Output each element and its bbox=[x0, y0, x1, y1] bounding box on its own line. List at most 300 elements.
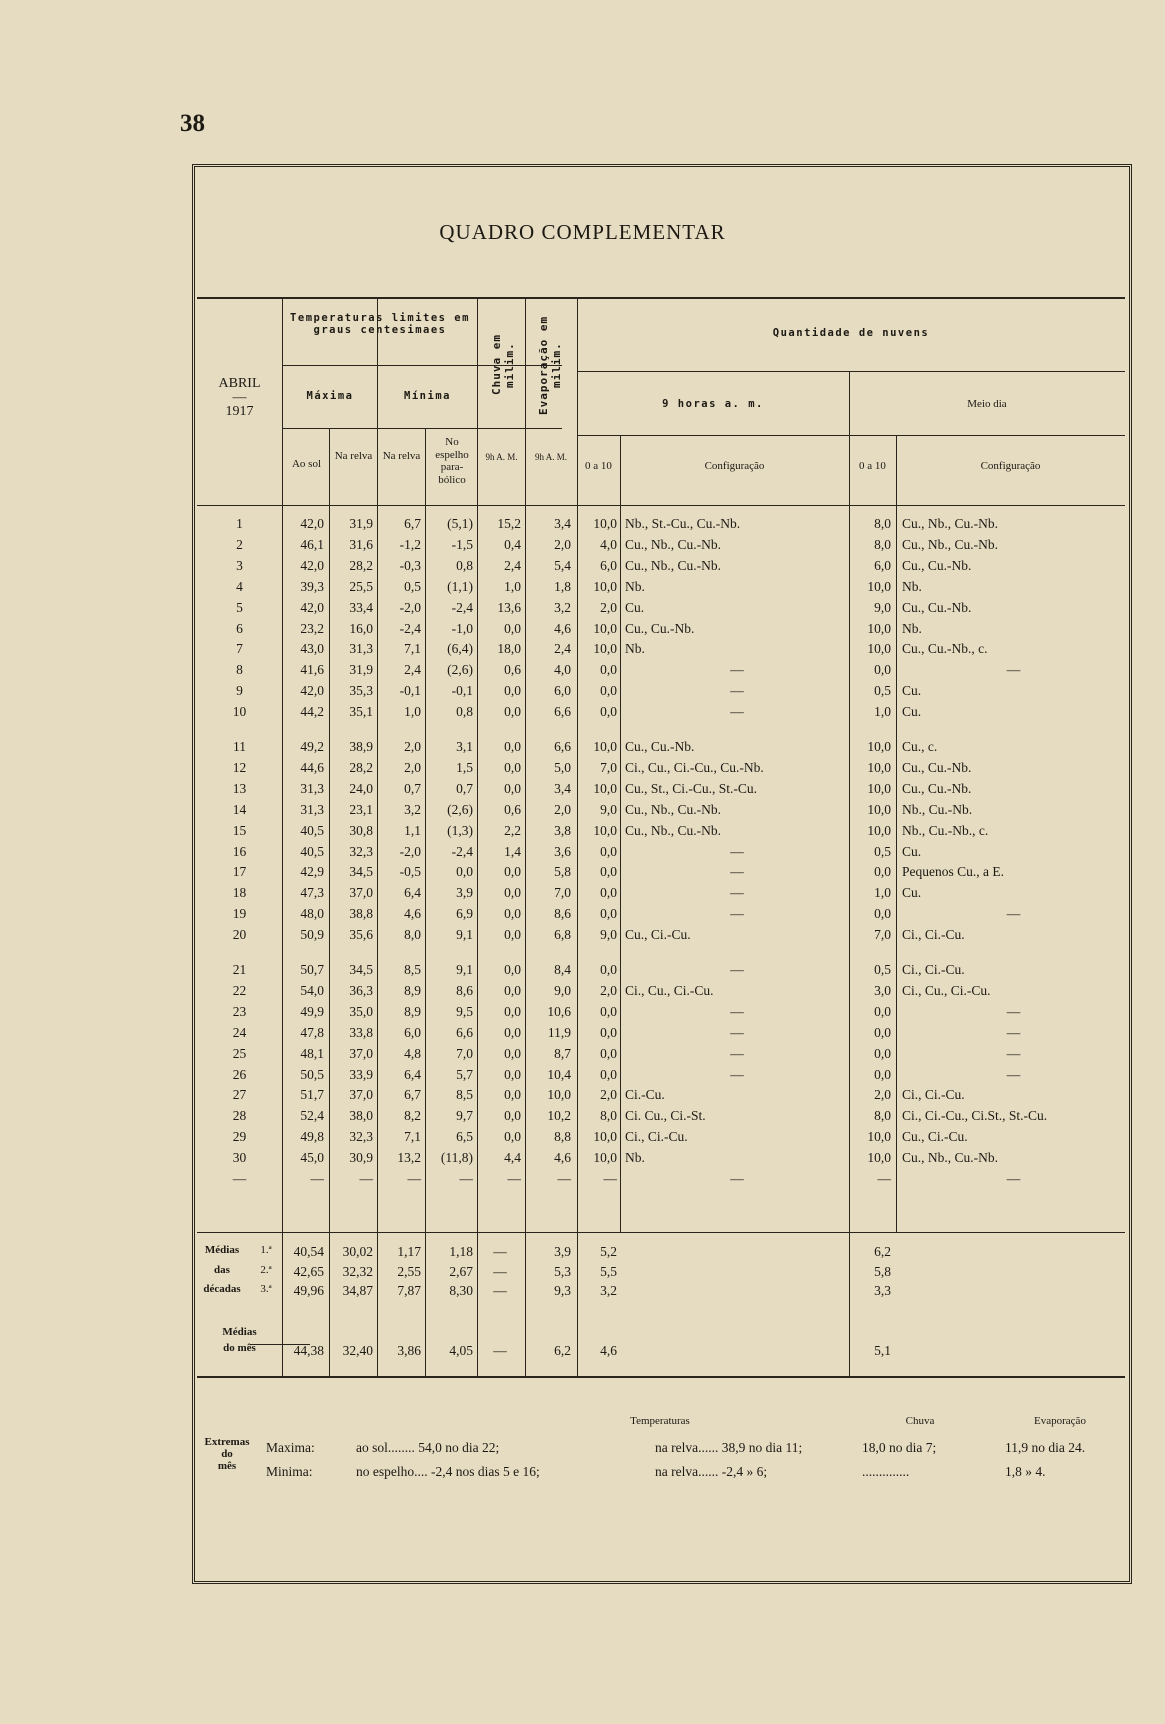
cell-col-8: — bbox=[730, 662, 744, 678]
medias-cell-4: — bbox=[493, 1263, 507, 1279]
cell-col-5: 13,6 bbox=[497, 599, 521, 615]
cell-col-2: 36,3 bbox=[349, 982, 373, 998]
cell-col-4: 8,5 bbox=[456, 1087, 473, 1103]
cell-col-0: 29 bbox=[232, 1129, 247, 1145]
cell-col-1: 42,0 bbox=[300, 516, 324, 531]
cell-col-2: 35,6 bbox=[349, 927, 373, 943]
cell-col-0: 15 bbox=[232, 822, 247, 838]
cell-col-3: -2,4 bbox=[399, 620, 421, 636]
cell-col-9: 0,0 bbox=[874, 1045, 891, 1061]
cell-col-10: Nb. bbox=[902, 620, 922, 636]
cell-col-0: 14 bbox=[232, 801, 247, 817]
cell-col-0: 13 bbox=[232, 780, 247, 796]
cell-col-3: 13,2 bbox=[397, 1150, 421, 1166]
cell-col-4: (5,1) bbox=[447, 516, 473, 531]
cell-col-3: 6,7 bbox=[404, 516, 421, 531]
cell-col-7: 2,0 bbox=[600, 1087, 617, 1103]
cell-col-10: Ci., Ci.-Cu. bbox=[902, 962, 965, 977]
cell-col-9: 0,5 bbox=[874, 843, 891, 859]
cell-col-9: 8,0 bbox=[874, 1108, 891, 1124]
cell-col-6: 3,6 bbox=[554, 843, 571, 859]
cell-col-9: 10,0 bbox=[867, 759, 891, 775]
cell-col-10: Ci., Ci.-Cu. bbox=[902, 927, 965, 943]
cell-col-0: 11 bbox=[233, 739, 246, 754]
cell-col-1: — bbox=[310, 1171, 324, 1186]
cell-col-8: — bbox=[730, 885, 744, 901]
extremas-minima: Minima: bbox=[266, 1464, 313, 1479]
cell-col-1: 49,8 bbox=[300, 1129, 324, 1145]
year-label: 1917 bbox=[225, 404, 254, 419]
cell-col-5: 0,0 bbox=[504, 1024, 521, 1040]
cell-col-4: — bbox=[459, 1171, 473, 1186]
cell-col-8: — bbox=[730, 1045, 744, 1061]
cell-col-5: 0,0 bbox=[504, 739, 521, 754]
cell-col-0: 21 bbox=[232, 962, 247, 977]
cell-col-9: 10,0 bbox=[867, 801, 891, 817]
cell-col-10: Cu. bbox=[902, 683, 922, 699]
cell-col-3: -0,3 bbox=[399, 557, 421, 573]
decada-3: 3.ª bbox=[260, 1283, 272, 1295]
max-relva: na relva...... 38,9 no dia 11; bbox=[655, 1440, 803, 1455]
cell-col-2: 16,0 bbox=[349, 620, 373, 636]
cell-col-0: 22 bbox=[232, 982, 247, 998]
cell-col-4: 8,6 bbox=[456, 982, 473, 998]
cell-col-2: 35,0 bbox=[349, 1003, 373, 1019]
medias-cell-5: 5,3 bbox=[554, 1263, 571, 1279]
cell-col-1: 44,6 bbox=[300, 759, 324, 775]
cell-col-7: 0,0 bbox=[600, 843, 617, 859]
extremas-evap-header: Evaporação bbox=[1034, 1415, 1086, 1427]
cell-col-6: 5,8 bbox=[554, 864, 571, 880]
cell-col-4: 0,7 bbox=[456, 780, 473, 796]
cell-col-10: Pequenos Cu., a E. bbox=[902, 864, 1004, 880]
extremas-do-label: do bbox=[221, 1448, 233, 1460]
cell-col-4: (11,8) bbox=[440, 1150, 473, 1166]
cell-col-3: — bbox=[407, 1171, 421, 1186]
cell-col-3: 1,1 bbox=[404, 822, 421, 838]
medias-cell-0: 40,54 bbox=[293, 1244, 324, 1259]
maxima-header: Máxima bbox=[306, 390, 354, 402]
cell-col-2: 31,3 bbox=[349, 641, 373, 657]
cell-col-5: 1,0 bbox=[504, 578, 521, 594]
cell-col-3: -0,1 bbox=[399, 683, 421, 699]
cell-col-4: 9,7 bbox=[456, 1108, 473, 1124]
cell-col-7: 0,0 bbox=[600, 962, 617, 977]
cell-col-8: — bbox=[730, 1171, 744, 1186]
cell-col-8: Cu., Cu.-Nb. bbox=[625, 739, 695, 754]
cell-col-9: 10,0 bbox=[867, 1150, 891, 1166]
cell-col-9: 2,0 bbox=[874, 1087, 891, 1103]
cell-col-0: 18 bbox=[232, 885, 247, 901]
cell-col-2: 33,4 bbox=[349, 599, 373, 615]
cell-col-9: 8,0 bbox=[874, 536, 891, 552]
cell-col-3: 1,0 bbox=[404, 704, 421, 720]
medias-cell-4: — bbox=[493, 1244, 507, 1259]
cell-col-7: 9,0 bbox=[600, 801, 617, 817]
cell-col-0: 9 bbox=[236, 683, 243, 699]
cell-col-0: 23 bbox=[232, 1003, 247, 1019]
cell-col-10: — bbox=[1006, 1045, 1021, 1061]
cell-col-6: 2,0 bbox=[554, 801, 571, 817]
cell-col-2: 30,9 bbox=[349, 1150, 373, 1166]
medias-cell-2: 2,55 bbox=[397, 1263, 421, 1279]
cell-col-1: 48,1 bbox=[300, 1045, 324, 1061]
table-title: QUADRO COMPLEMENTAR bbox=[439, 220, 726, 244]
cell-col-10: Cu., Cu.-Nb. bbox=[902, 759, 972, 775]
cell-col-4: -1,5 bbox=[451, 536, 473, 552]
cell-col-2: 30,8 bbox=[349, 822, 373, 838]
cell-col-8: Cu., St., Ci.-Cu., St.-Cu. bbox=[625, 780, 758, 796]
cell-col-3: 7,1 bbox=[404, 641, 421, 657]
cell-col-2: — bbox=[359, 1171, 373, 1186]
cell-col-5: 0,0 bbox=[504, 1108, 521, 1124]
na-relva-max-header: Na relva bbox=[334, 450, 373, 462]
cell-col-2: 25,5 bbox=[349, 578, 373, 594]
cell-col-9: 0,0 bbox=[874, 662, 891, 678]
cell-col-3: -0,5 bbox=[399, 864, 421, 880]
chuva-header: Chuva em milim. bbox=[490, 334, 516, 396]
nove-horas-header: 9 horas a. m. bbox=[662, 398, 764, 410]
cell-col-6: 11,9 bbox=[547, 1024, 571, 1040]
cell-col-1: 49,9 bbox=[300, 1003, 324, 1019]
cell-col-5: 4,4 bbox=[504, 1150, 521, 1166]
cell-col-0: 20 bbox=[232, 927, 247, 943]
cell-col-5: — bbox=[507, 1171, 521, 1186]
cell-col-7: 10,0 bbox=[593, 739, 617, 754]
cell-col-9: 0,0 bbox=[874, 1066, 891, 1082]
cell-col-10: Ci., Ci.-Cu. bbox=[902, 1087, 965, 1103]
cell-col-4: -1,0 bbox=[451, 620, 473, 636]
max-evap: 11,9 no dia 24. bbox=[1005, 1440, 1086, 1455]
cell-col-4: 6,9 bbox=[456, 906, 473, 922]
cell-col-10: Cu., Cu.-Nb., c. bbox=[902, 641, 988, 657]
cell-col-8: Nb. bbox=[625, 641, 645, 657]
cell-col-6: 6,8 bbox=[554, 927, 571, 943]
cell-col-1: 40,5 bbox=[300, 822, 324, 838]
cell-col-1: 51,7 bbox=[300, 1087, 324, 1103]
cell-col-7: 7,0 bbox=[600, 759, 617, 775]
cell-col-5: 0,0 bbox=[504, 683, 521, 699]
cell-col-4: 5,7 bbox=[456, 1066, 473, 1082]
cell-col-2: 28,2 bbox=[349, 557, 373, 573]
cell-col-0: — bbox=[232, 1171, 247, 1186]
cell-col-7: 10,0 bbox=[593, 1150, 617, 1166]
extremas-maxima: Maxima: bbox=[266, 1440, 315, 1455]
header-dash: — bbox=[232, 390, 247, 405]
cell-col-4: -0,1 bbox=[451, 683, 473, 699]
cell-col-10: Cu., Nb., Cu.-Nb. bbox=[902, 536, 999, 552]
cell-col-8: Cu. bbox=[625, 599, 645, 615]
cell-col-1: 42,0 bbox=[300, 683, 324, 699]
medias-cell-4: — bbox=[493, 1283, 507, 1298]
cell-col-2: 32,3 bbox=[349, 1129, 373, 1145]
cell-col-10: — bbox=[1006, 662, 1021, 678]
cell-col-3: 2,0 bbox=[404, 739, 421, 754]
cell-col-2: 34,5 bbox=[349, 962, 373, 977]
temp-group-header: Temperaturas limites em graus centesimaes bbox=[290, 312, 470, 337]
cell-col-6: — bbox=[557, 1171, 571, 1186]
medias-mes-cell-7: 5,1 bbox=[874, 1343, 891, 1358]
cell-col-6: 1,8 bbox=[554, 578, 571, 594]
cell-col-3: 0,7 bbox=[404, 780, 421, 796]
cell-col-5: 0,0 bbox=[504, 704, 521, 720]
cell-col-0: 19 bbox=[232, 906, 247, 922]
cell-col-3: 8,9 bbox=[404, 982, 421, 998]
cell-col-9: 1,0 bbox=[874, 704, 891, 720]
extremas-mes-label: mês bbox=[217, 1460, 237, 1472]
cell-col-5: 0,0 bbox=[504, 864, 521, 880]
cell-col-7: 2,0 bbox=[600, 982, 617, 998]
cell-col-3: 6,7 bbox=[404, 1087, 421, 1103]
zero-dez-1: 0 a 10 bbox=[585, 460, 612, 472]
cell-col-9: 8,0 bbox=[874, 516, 891, 531]
cell-col-5: 0,0 bbox=[504, 780, 521, 796]
cell-col-9: 1,0 bbox=[874, 885, 891, 901]
cell-col-9: 0,5 bbox=[874, 962, 891, 977]
cell-col-9: 10,0 bbox=[867, 780, 891, 796]
cell-col-9: 0,0 bbox=[874, 1003, 891, 1019]
cell-col-5: 0,0 bbox=[504, 759, 521, 775]
cell-col-9: 0,5 bbox=[874, 683, 891, 699]
cell-col-7: — bbox=[603, 1171, 617, 1186]
medias-mes-cell-6: 4,6 bbox=[600, 1343, 617, 1358]
ao-sol-header: Ao sol bbox=[291, 458, 322, 470]
cell-col-9: 10,0 bbox=[867, 1129, 891, 1145]
cell-col-0: 2 bbox=[236, 536, 243, 552]
cell-col-1: 39,3 bbox=[300, 578, 324, 594]
cell-col-4: (1,3) bbox=[447, 822, 473, 838]
cell-col-1: 42,0 bbox=[300, 599, 324, 615]
cell-col-1: 44,2 bbox=[300, 704, 324, 720]
cell-col-8: Ci., Ci.-Cu. bbox=[625, 1129, 688, 1145]
cell-col-2: 34,5 bbox=[349, 864, 373, 880]
cell-col-2: 31,9 bbox=[349, 662, 373, 678]
cell-col-3: 2,4 bbox=[404, 662, 421, 678]
medias-cell-6: 5,5 bbox=[600, 1263, 617, 1279]
medias-mes-cell-1: 32,40 bbox=[342, 1343, 373, 1358]
cell-col-9: 0,0 bbox=[874, 864, 891, 880]
cell-col-6: 4,6 bbox=[554, 620, 571, 636]
medias-cell-3: 8,30 bbox=[449, 1283, 473, 1298]
cell-col-0: 4 bbox=[236, 578, 243, 594]
cell-col-10: Cu., Cu.-Nb. bbox=[902, 780, 972, 796]
cell-col-8: — bbox=[730, 683, 744, 699]
cell-col-6: 6,0 bbox=[554, 683, 571, 699]
cell-col-3: -1,2 bbox=[399, 536, 421, 552]
cell-col-3: 0,5 bbox=[404, 578, 421, 594]
do-mes-label: do mês bbox=[223, 1342, 256, 1354]
cell-col-0: 10 bbox=[232, 704, 247, 720]
min-espelho: no espelho.... -2,4 nos dias 5 e 16; bbox=[356, 1464, 540, 1479]
cell-col-6: 8,6 bbox=[554, 906, 571, 922]
min-relva: na relva...... -2,4 » 6; bbox=[655, 1464, 768, 1479]
cell-col-4: 9,1 bbox=[456, 962, 473, 977]
cell-col-10: Cu., Nb., Cu.-Nb. bbox=[902, 516, 999, 531]
cell-col-7: 10,0 bbox=[593, 516, 617, 531]
cell-col-6: 4,6 bbox=[554, 1150, 571, 1166]
cell-col-8: Cu., Nb., Cu.-Nb. bbox=[625, 822, 722, 838]
cell-col-2: 38,9 bbox=[349, 739, 373, 754]
cell-col-7: 10,0 bbox=[593, 641, 617, 657]
cell-col-10: Cu., c. bbox=[902, 739, 938, 754]
cell-col-0: 8 bbox=[236, 662, 243, 678]
page-number: 38 bbox=[180, 110, 205, 137]
cell-col-9: 10,0 bbox=[867, 822, 891, 838]
cell-col-2: 37,0 bbox=[349, 1087, 373, 1103]
cell-col-7: 0,0 bbox=[600, 1024, 617, 1040]
cell-col-5: 15,2 bbox=[497, 516, 521, 531]
cell-col-8: — bbox=[730, 843, 744, 859]
cell-col-10: Nb., Cu.-Nb. bbox=[902, 801, 973, 817]
cell-col-1: 42,9 bbox=[300, 864, 324, 880]
max-chuva: 18,0 no dia 7; bbox=[862, 1440, 937, 1455]
cell-col-2: 38,8 bbox=[349, 906, 373, 922]
min-evap: 1,8 » 4. bbox=[1005, 1464, 1046, 1479]
cell-col-1: 40,5 bbox=[300, 843, 324, 859]
cell-col-10: Ci., Cu., Ci.-Cu. bbox=[902, 982, 991, 998]
cell-col-10: Cu. bbox=[902, 885, 922, 901]
cell-col-4: 9,1 bbox=[456, 927, 473, 943]
cell-col-6: 4,0 bbox=[554, 662, 571, 678]
cell-col-6: 8,4 bbox=[554, 962, 571, 977]
cell-col-5: 0,0 bbox=[504, 906, 521, 922]
cell-col-7: 10,0 bbox=[593, 578, 617, 594]
cell-col-3: 7,1 bbox=[404, 1129, 421, 1145]
cell-col-6: 8,8 bbox=[554, 1129, 571, 1145]
cell-col-7: 0,0 bbox=[600, 1066, 617, 1082]
cell-col-7: 0,0 bbox=[600, 885, 617, 901]
month-label: ABRIL bbox=[218, 376, 261, 391]
cell-col-0: 30 bbox=[232, 1150, 247, 1166]
cell-col-5: 0,6 bbox=[504, 801, 521, 817]
cell-col-4: 3,1 bbox=[456, 739, 473, 754]
medias-cell-7: 5,8 bbox=[874, 1263, 891, 1279]
cell-col-8: Cu., Nb., Cu.-Nb. bbox=[625, 801, 722, 817]
cell-col-9: 6,0 bbox=[874, 557, 891, 573]
cell-col-7: 0,0 bbox=[600, 683, 617, 699]
cell-col-0: 28 bbox=[232, 1108, 247, 1124]
medias-mes-label: Médias bbox=[222, 1326, 257, 1338]
medias-cell-5: 9,3 bbox=[554, 1283, 571, 1298]
cell-col-2: 31,6 bbox=[349, 536, 373, 552]
cell-col-4: (6,4) bbox=[447, 641, 473, 657]
cell-col-7: 6,0 bbox=[600, 557, 617, 573]
cell-col-8: — bbox=[730, 704, 744, 720]
cell-col-7: 9,0 bbox=[600, 927, 617, 943]
decada-1: 1.ª bbox=[260, 1244, 272, 1256]
cell-col-6: 8,7 bbox=[554, 1045, 571, 1061]
cell-col-10: Cu., Nb., Cu.-Nb. bbox=[902, 1150, 999, 1166]
medias-mes-cell-2: 3,86 bbox=[397, 1343, 421, 1358]
cell-col-4: 9,5 bbox=[456, 1003, 473, 1019]
cell-col-2: 33,9 bbox=[349, 1066, 373, 1082]
cell-col-4: 7,0 bbox=[456, 1045, 473, 1061]
cell-col-9: 3,0 bbox=[874, 982, 891, 998]
cell-col-1: 46,1 bbox=[300, 536, 324, 552]
cell-col-5: 2,2 bbox=[504, 822, 521, 838]
decadas-label: décadas bbox=[203, 1283, 241, 1295]
cell-col-2: 28,2 bbox=[349, 759, 373, 775]
cell-col-6: 10,4 bbox=[547, 1066, 571, 1082]
cell-col-2: 24,0 bbox=[349, 780, 373, 796]
cell-col-3: 4,6 bbox=[404, 906, 421, 922]
medias-label: Médias bbox=[204, 1244, 240, 1256]
cell-col-0: 25 bbox=[232, 1045, 247, 1061]
cell-col-8: — bbox=[730, 1066, 744, 1082]
cell-col-4: -2,4 bbox=[451, 599, 473, 615]
cell-col-1: 50,5 bbox=[300, 1066, 324, 1082]
config-2: Configuração bbox=[980, 460, 1041, 472]
extremas-temp-header: Temperaturas bbox=[630, 1415, 690, 1427]
espelho-header: No espelho para-bólico bbox=[435, 436, 469, 486]
cell-col-0: 3 bbox=[236, 557, 243, 573]
cell-col-2: 37,0 bbox=[349, 885, 373, 901]
hora-evap: 9h A. M. bbox=[534, 452, 567, 462]
cell-col-9: — bbox=[877, 1171, 891, 1186]
cell-col-8: — bbox=[730, 906, 744, 922]
cell-col-5: 1,4 bbox=[504, 843, 521, 859]
cell-col-10: Nb. bbox=[902, 578, 922, 594]
cell-col-8: Cu., Ci.-Cu. bbox=[625, 927, 691, 943]
cell-col-5: 0,6 bbox=[504, 662, 521, 678]
cell-col-6: 2,4 bbox=[554, 641, 571, 657]
cell-col-9: 7,0 bbox=[874, 927, 891, 943]
max-sol: ao sol........ 54,0 no dia 22; bbox=[356, 1440, 500, 1455]
cell-col-0: 26 bbox=[232, 1066, 247, 1082]
cell-col-8: — bbox=[730, 1024, 744, 1040]
cell-col-3: 6,4 bbox=[404, 885, 421, 901]
cell-col-8: Ci. Cu., Ci.-St. bbox=[625, 1108, 706, 1124]
cell-col-3: -2,0 bbox=[399, 843, 421, 859]
cell-col-4: (2,6) bbox=[447, 662, 473, 678]
cell-col-5: 0,0 bbox=[504, 1066, 521, 1082]
cell-col-1: 31,3 bbox=[300, 801, 324, 817]
medias-cell-0: 42,65 bbox=[293, 1263, 324, 1279]
extremas-label: Extremas bbox=[204, 1436, 250, 1448]
cell-col-7: 0,0 bbox=[600, 864, 617, 880]
evaporacao-header: Evaporação em milim. bbox=[537, 315, 563, 415]
cell-col-7: 0,0 bbox=[600, 1045, 617, 1061]
cell-col-10: Cu., Ci.-Cu. bbox=[902, 1129, 968, 1145]
cell-col-1: 54,0 bbox=[300, 982, 324, 998]
cell-col-0: 1 bbox=[236, 516, 243, 531]
cell-col-4: 0,0 bbox=[456, 864, 473, 880]
medias-cell-6: 5,2 bbox=[600, 1244, 617, 1259]
medias-mes-cell-4: — bbox=[493, 1343, 507, 1358]
cell-col-1: 48,0 bbox=[300, 906, 324, 922]
medias-cell-1: 30,02 bbox=[342, 1244, 373, 1259]
na-relva-min-header: Na relva bbox=[382, 450, 421, 462]
cell-col-7: 0,0 bbox=[600, 704, 617, 720]
cell-col-6: 2,0 bbox=[554, 536, 571, 552]
cell-col-3: 8,0 bbox=[404, 927, 421, 943]
cell-col-7: 0,0 bbox=[600, 906, 617, 922]
cell-col-4: 0,8 bbox=[456, 704, 473, 720]
cell-col-3: 6,0 bbox=[404, 1024, 421, 1040]
cell-col-7: 10,0 bbox=[593, 1129, 617, 1145]
cell-col-7: 8,0 bbox=[600, 1108, 617, 1124]
das-label: das bbox=[214, 1264, 230, 1276]
cell-col-0: 12 bbox=[232, 759, 247, 775]
cell-col-0: 27 bbox=[232, 1087, 247, 1103]
cell-col-10: Cu. bbox=[902, 704, 922, 720]
medias-cell-2: 1,17 bbox=[397, 1244, 421, 1259]
cell-col-1: 47,8 bbox=[300, 1024, 324, 1040]
cell-col-0: 6 bbox=[236, 620, 243, 636]
cell-col-1: 23,2 bbox=[300, 620, 324, 636]
cell-col-7: 2,0 bbox=[600, 599, 617, 615]
medias-cell-0: 49,96 bbox=[293, 1283, 324, 1298]
